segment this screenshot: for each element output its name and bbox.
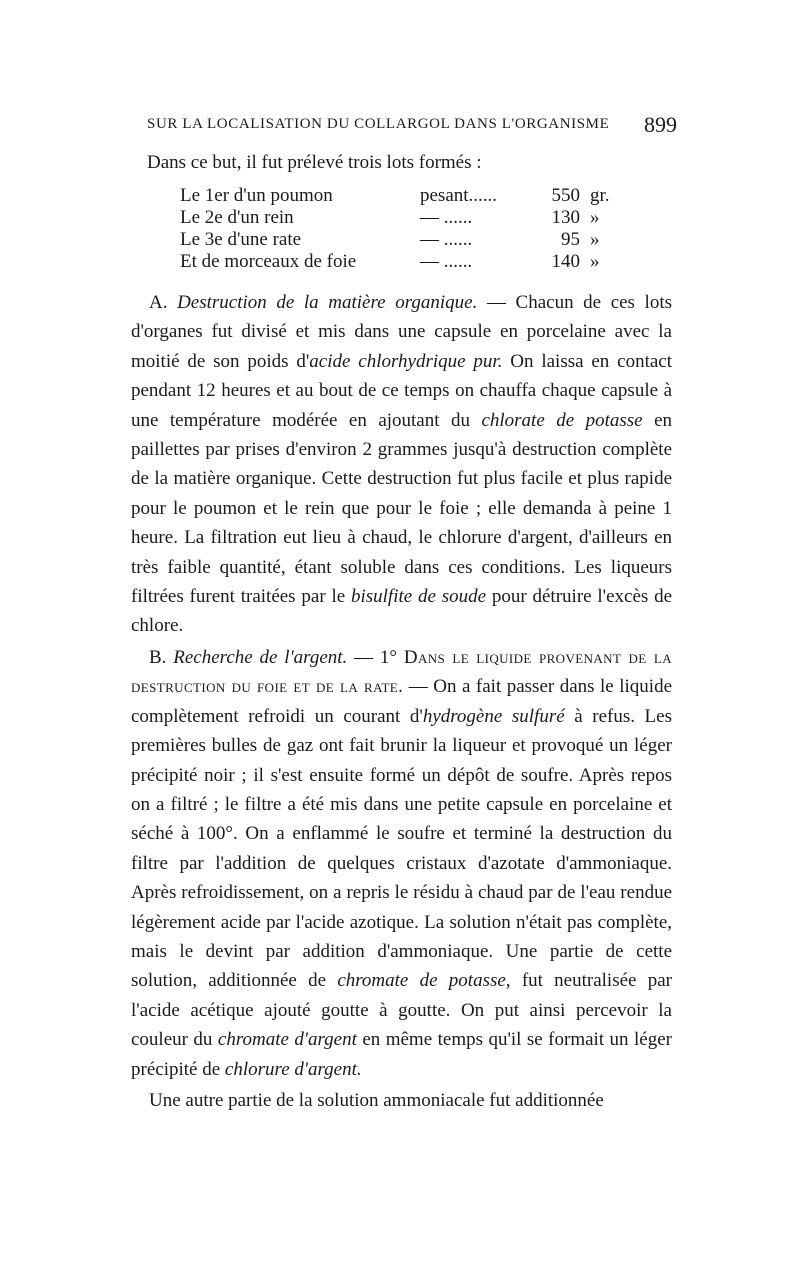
body-text (131, 288, 672, 1115)
italic-term: hydrogène sulfuré (422, 705, 565, 727)
lot-weight-label: — ...... (420, 229, 473, 250)
lot-name: Le 2e d'un rein (180, 207, 294, 228)
lot-unit: » (590, 207, 600, 228)
lot-unit: » (590, 229, 600, 250)
lot-value: 130 (551, 207, 580, 228)
text-run: On laissa en contact pendant 12 heures et au bout de ce temps on chauffa chaque capsule à une température modérée en ajoutant du (131, 350, 672, 431)
section-heading: Recherche de l'argent. (173, 646, 348, 668)
italic-term: acide chlorhydrique pur. (309, 350, 503, 372)
lot-name: Le 3e d'une rate (180, 229, 302, 250)
text-run: en même temps qu'il se formait un léger précipité de (131, 1029, 672, 1080)
lot-row (180, 229, 640, 251)
lot-unit: » (590, 251, 600, 272)
section-heading: Destruction de la matière organique. (177, 292, 478, 313)
lots-list (180, 185, 640, 273)
text-run: — 1° (347, 646, 404, 668)
intro-line: Dans ce but, il fut prélevé trois lots formés : (147, 152, 482, 173)
italic-term: chromate d'argent (217, 1029, 357, 1051)
text-run: fut neutralisée par l'acide acétique ajouté goutte à goutte. On put ainsi percevoir la couleur du (131, 970, 672, 1051)
section-label: A. (149, 292, 168, 313)
italic-term: bisulfite de soude (350, 586, 487, 608)
text-run: en paillettes par prises d'environ 2 grammes jusqu'à destruction complète de la matière organique. Cette destruction fut plus facile et plus rapide pour le poumon et le rein que pour le foie ; elle demanda à peine 1 heure. La filtration eut lieu à chaud, le chlorure d'argent, d'ailleurs en très faible quantité, étant soluble dans ces conditions. Les liqueurs filtrées furent traitées par le (131, 409, 672, 608)
italic-term: chromate de potasse, (337, 970, 511, 992)
small-caps-heading: Dans le liquide provenant de la destruction du foie et de la rate. (131, 646, 672, 698)
lot-name: Et de morceaux de foie (180, 251, 357, 272)
lot-name: Le 1er d'un poumon (180, 185, 333, 206)
page-header (147, 112, 677, 137)
lot-row (180, 251, 640, 273)
paragraph-a (131, 288, 672, 641)
page-number: 899 (644, 112, 677, 137)
lot-weight-label: — ...... (420, 207, 473, 228)
lot-row (180, 207, 640, 229)
section-label: B. (149, 646, 167, 668)
italic-term: chlorate de potasse (481, 409, 643, 431)
paragraph-last: Une autre partie de la solution ammoniacale fut additionnée (149, 1089, 604, 1111)
text-run: — Chacun de ces lots d'organes fut divisé et mis dans une capsule en porcelaine avec la moitié de son poids d' (131, 292, 672, 372)
lot-weight-label: — ...... (420, 251, 473, 272)
italic-term: chlorure d'argent. (224, 1058, 362, 1080)
lot-row (180, 185, 640, 207)
text-run: — On a fait passer dans le liquide complètement refroidi un courant d' (131, 676, 672, 727)
paragraph-b (131, 643, 672, 1084)
lot-value: 140 (551, 251, 580, 272)
text-run: pour détruire l'excès de chlore. (131, 586, 673, 637)
text-run: à refus. Les premières bulles de gaz ont fait brunir la liqueur et provoqué un léger précipité noir ; il s'est ensuite formé un dépôt de soufre. Après repos on a filtré ; le filtre a été mis dans une petite capsule en porcelaine et séché à 100°. On a enflammé le soufre et terminé la destruction du filtre par l'addition de quelques cristaux d'azotate d'ammoniaque. Après refroidissement, on a repris le résidu à chaud par de l'eau rendue légèrement acide par l'acide azotique. La solution n'était pas complète, mais le devint par addition d'ammoniaque. Une partie de cette solution, additionnée de (131, 705, 672, 992)
running-title: SUR LA LOCALISATION DU COLLARGOL DANS L'ORGANISME (147, 116, 610, 132)
lot-weight-label: pesant...... (420, 185, 498, 206)
lot-value: 95 (561, 229, 580, 250)
lot-value: 550 (551, 185, 580, 206)
lot-unit: gr. (590, 185, 610, 206)
